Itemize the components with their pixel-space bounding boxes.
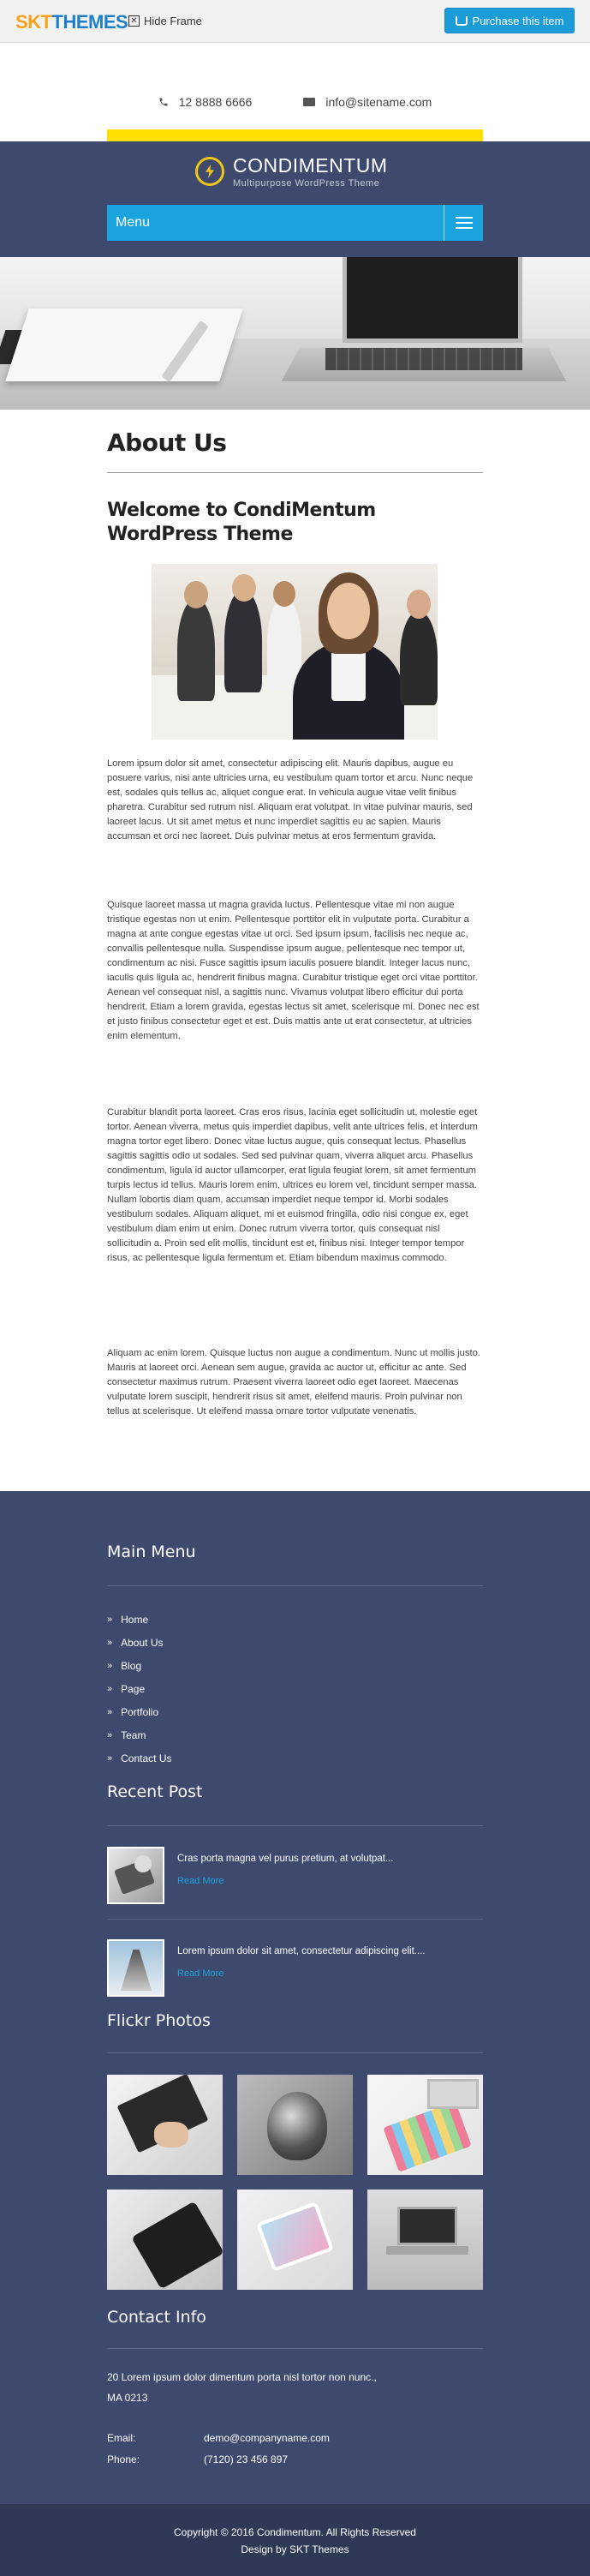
flickr-photo[interactable]	[237, 2190, 353, 2290]
flickr-heading: Flickr Photos	[107, 2011, 211, 2030]
footer-address	[107, 2367, 377, 2408]
email-address[interactable]: info@sitename.com	[325, 95, 432, 109]
phone-label: Phone:	[107, 2453, 140, 2465]
footer-menu-item-team[interactable]	[107, 1723, 171, 1746]
skt-themes-logo[interactable]	[15, 11, 128, 33]
menu-label: Menu	[116, 215, 151, 230]
footer-menu-item-blog[interactable]	[107, 1654, 171, 1677]
address-line-2: MA 0213	[107, 2392, 148, 2404]
logo-part-themes: THEMES	[51, 11, 128, 33]
double-chevron-icon: »	[107, 1729, 113, 1740]
footer-menu	[107, 1608, 171, 1770]
site-brand[interactable]	[195, 154, 388, 189]
welcome-heading: Welcome to CondiMentum WordPress Theme	[107, 500, 376, 545]
envelope-icon	[303, 98, 315, 106]
email-value[interactable]: demo@companyname.com	[204, 2432, 330, 2444]
hero-image	[0, 257, 590, 410]
post-title[interactable]: Cras porta magna vel purus pretium, at volutpat...	[177, 1854, 394, 1864]
site-footer	[0, 1491, 590, 2504]
flickr-photo[interactable]	[367, 2075, 483, 2175]
menu-item-label: Home	[121, 1613, 149, 1626]
copyright-text: Copyright © 2016 Condimentum. All Rights Reserved	[174, 2526, 416, 2538]
flickr-divider	[107, 2052, 483, 2053]
logo-part-skt: SKT	[15, 11, 52, 33]
footer-menu-item-home[interactable]	[107, 1608, 171, 1631]
title-divider	[107, 472, 483, 473]
menu-item-label: Page	[121, 1682, 146, 1695]
recent-post-heading: Recent Post	[107, 1782, 203, 1801]
hamburger-icon[interactable]	[444, 205, 483, 241]
read-more-link[interactable]: Read More	[177, 1968, 224, 1979]
purchase-label: Purchase this item	[472, 14, 564, 27]
contact-email	[303, 93, 432, 111]
menu-item-label: Contact Us	[121, 1752, 172, 1764]
email-label: Email:	[107, 2432, 136, 2444]
flickr-photo[interactable]	[237, 2075, 353, 2175]
site-name: CONDIMENTUM	[233, 154, 388, 177]
double-chevron-icon: »	[107, 1614, 113, 1625]
page-title: About Us	[107, 428, 227, 457]
contact-info-divider	[107, 2348, 483, 2349]
phone-value: (7120) 23 456 897	[204, 2453, 289, 2465]
cart-icon	[456, 16, 468, 26]
contact-info-heading: Contact Info	[107, 2308, 206, 2327]
flickr-photo[interactable]	[367, 2190, 483, 2290]
post-title[interactable]: Lorem ipsum dolor sit amet, consectetur adipiscing elit....	[177, 1946, 426, 1956]
menu-item-label: About Us	[121, 1636, 164, 1649]
site-tagline: Multipurpose WordPress Theme	[233, 178, 380, 189]
phone-number: 12 8888 6666	[178, 95, 253, 109]
recent-post-item[interactable]	[107, 1939, 483, 1998]
post-thumbnail[interactable]	[107, 1939, 164, 1997]
design-credit[interactable]: Design by SKT Themes	[241, 2543, 349, 2555]
recent-post-divider	[107, 1825, 483, 1826]
flickr-photo[interactable]	[107, 2190, 223, 2290]
main-menu-heading: Main Menu	[107, 1543, 196, 1561]
phone-icon	[158, 97, 169, 107]
demo-bar	[0, 0, 590, 43]
footer-menu-item-page[interactable]	[107, 1677, 171, 1700]
address-line-1: 20 Lorem ipsum dolor dimentum porta nisl tortor non nunc.,	[107, 2371, 377, 2383]
read-more-link[interactable]: Read More	[177, 1876, 224, 1886]
hide-frame-button[interactable]	[128, 15, 202, 27]
contact-row	[0, 93, 590, 111]
main-menu-divider	[107, 1585, 483, 1586]
site-header	[0, 141, 590, 257]
flickr-photo[interactable]	[107, 2075, 223, 2175]
double-chevron-icon: »	[107, 1637, 113, 1648]
footer-menu-item-about[interactable]	[107, 1631, 171, 1654]
double-chevron-icon: »	[107, 1752, 113, 1764]
menu-item-label: Portfolio	[121, 1705, 159, 1718]
menu-bar[interactable]	[107, 205, 483, 241]
double-chevron-icon: »	[107, 1706, 113, 1717]
double-chevron-icon: »	[107, 1660, 113, 1671]
contact-phone	[158, 93, 253, 111]
hide-frame-label: Hide Frame	[144, 15, 202, 27]
paragraph-4: Aliquam ac enim lorem. Quisque luctus non augue a condimentum. Nunc ut mollis justo. Mauris at laoreet orci. Aenean sem augue, gravida ac auctor ut, efficitur ac ante. Sed consectetur maximus rutrum. Praesent viverra laoreet odio eget laoreet. Maecenas vulputate lorem suscipit, hendrerit risus sit amet, eleifend mauris. Proin pulvinar non tellus at scelerisque. Ut eleifend massa ornare tortor vulputate venenatis.	[107, 1348, 480, 1417]
lightning-logo-icon	[195, 157, 224, 186]
contact-strip	[0, 43, 590, 141]
close-icon: ✕	[128, 15, 140, 27]
business-team-photo	[152, 564, 438, 740]
menu-item-label: Team	[121, 1728, 146, 1741]
post-divider	[107, 1919, 483, 1920]
double-chevron-icon: »	[107, 1683, 113, 1694]
recent-post-item[interactable]	[107, 1847, 483, 1905]
copyright-bar	[0, 2504, 590, 2576]
footer-menu-item-portfolio[interactable]	[107, 1700, 171, 1723]
paragraph-2: Quisque laoreet massa ut magna gravida luctus. Pellentesque vitae mi non augue tristique egestas non ut enim. Pellentesque porttitor elit in vulputate porta. Curabitur a magna at ante congue egestas vitae ut orci. Sed ipsum ipsum, facilisis nec neque ac, convallis pellentesque nulla. Suspendisse ipsum augue, pellentesque nec tempor ut, condimentum ac nisi. Fusce sagittis ipsum iaculis posuere blandit. Integer lacus nunc, iaculis quis ligula ac, hendrerit finibus magna. Curabitur tristique eget orci vitae porttitor. Aenean vel consequat nisl, a sagittis nunc. Vivamus volutpat libero efficitur dui porta hendrerit. Etiam a lorem gravida, egestas lectus sit amet, scelerisque mi. Donec nec est et justo finibus consectetur eget et est. Duis mattis ante ut erat consectetur, at ultricies enim elementum.	[107, 900, 480, 1041]
post-thumbnail[interactable]	[107, 1847, 164, 1904]
menu-item-label: Blog	[121, 1659, 142, 1672]
purchase-button[interactable]	[444, 8, 575, 33]
paragraph-3: Curabitur blandit porta laoreet. Cras eros risus, lacinia eget sollicitudin ut, molestie eget tortor. Aenean viverra, metus quis imperdiet dapibus, velit ante ultrices felis, et interdum magna tortor eget libero. Donec vitae luctus augue, quis consequat lectus. Phasellus sagittis sagittis odio ut sodales. Sed sed pulvinar quam, viverra aliquet arcu. Phasellus condimentum, ligula id auctor ullamcorper, erat ligula feugiat lorem, sit amet fermentum turpis lectus id tellus. Mauris lorem enim, ultrices eu lorem vel, tincidunt semper massa. Nullam lobortis diam quam, accumsan imperdiet neque tempor id. Morbi sodales vestibulum sodales. Aliquam aliquet, mi et euismod fringilla, odio nisi congue ex, eget vestibulum diam enim ut enim. Donec rutrum viverra tortor, quis consequat nisl sollicitudin a. Proin sed elit mollis, tincidunt est et, finibus nisi. Integer tempor tempor risus, ac pellentesque ligula fermentum et. Etiam bibendum maximus commodo.	[107, 1107, 478, 1263]
paragraph-1: Lorem ipsum dolor sit amet, consectetur adipiscing elit. Mauris dapibus, augue eu posuere varius, nisi ante ultricies urna, eu vestibulum quam tortor et arcu. Nunc neque est, sodales quis tellus ac, aliquet congue erat. In vehicula augue vitae velit finibus pharetra. Curabitur sed rutrum nisl. Aliquam erat volutpat. In vitae pulvinar mauris, sed laoreet lacus. Ut sit amet metus et nunc imperdiet sagittis eu ac sapien. Mauris accumsan et orci nec laoreet. Duis pulvinar metus at eros fermentum gravida.	[107, 758, 474, 842]
footer-menu-item-contact[interactable]	[107, 1746, 171, 1770]
